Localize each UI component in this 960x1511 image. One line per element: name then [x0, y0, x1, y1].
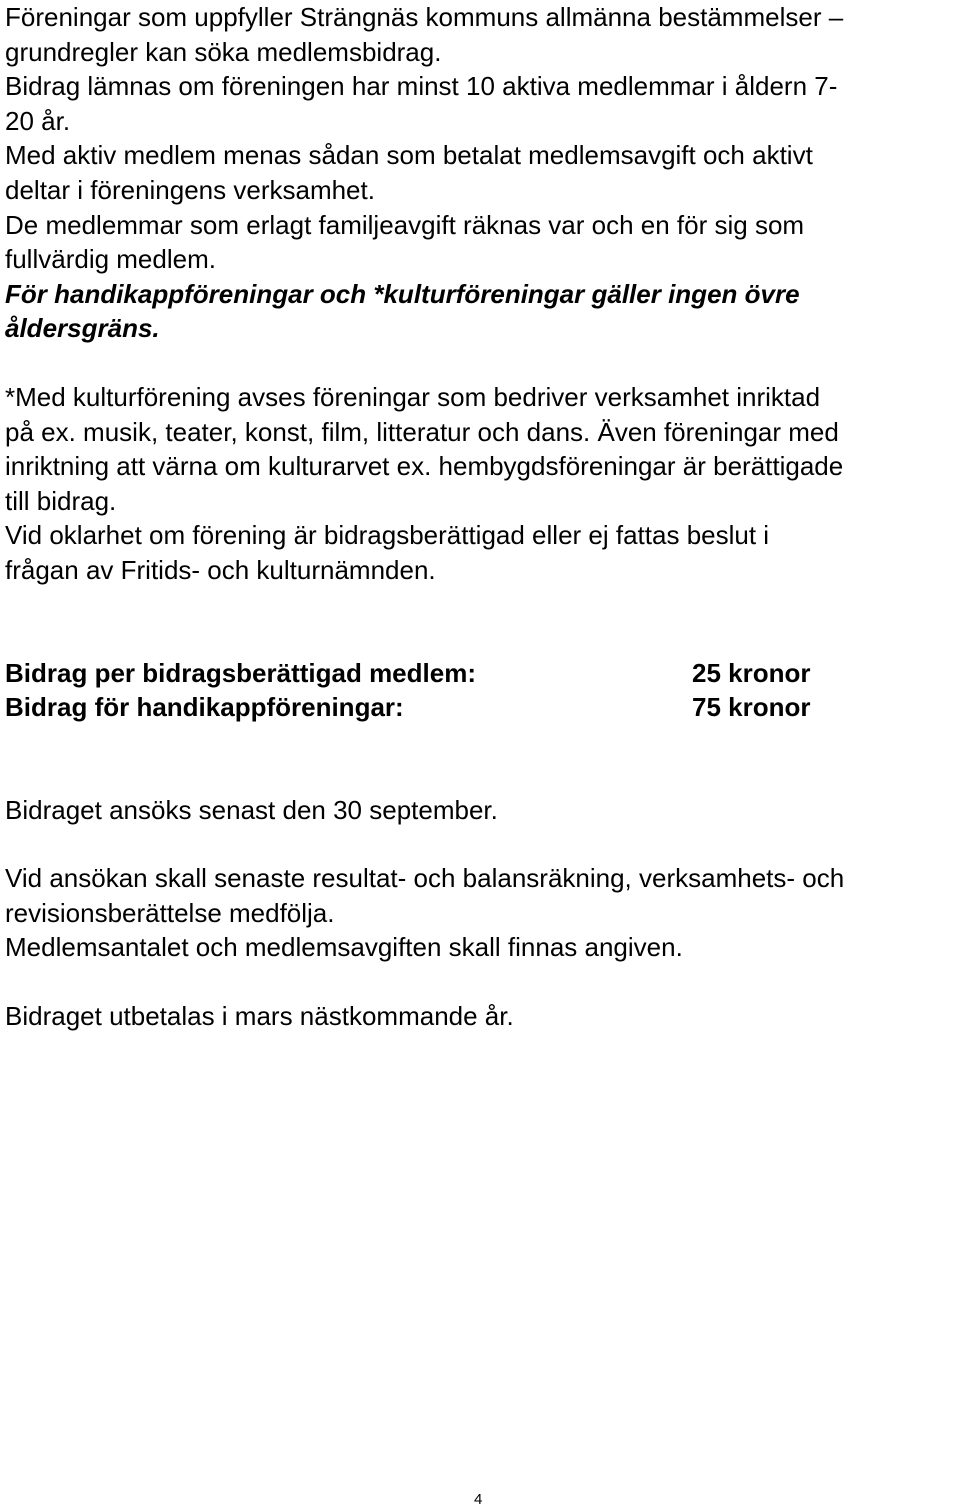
- text-line: *Med kulturförening avses föreningar som bedriver verksamhet inriktad: [5, 381, 821, 412]
- text-line: till bidrag.: [5, 485, 117, 516]
- text-line: inriktning att värna om kulturarvet ex. hembygdsföreningar är berättigade: [5, 451, 844, 482]
- spacer: [5, 588, 960, 656]
- text-line: Bidraget ansöks senast den 30 september.: [5, 794, 498, 825]
- text-line: frågan av Fritids- och kulturnämnden.: [5, 554, 436, 585]
- text-line: Vid oklarhet om förening är bidragsberättigad eller ej fattas beslut i: [5, 520, 770, 551]
- grant-label: Bidrag för handikappföreningar:: [5, 692, 404, 723]
- text-line: deltar i föreningens verksamhet.: [5, 174, 375, 205]
- text-line: revisionsberättelse medfölja.: [5, 897, 335, 928]
- deadline-paragraph: [5, 793, 960, 828]
- text-line: Med aktiv medlem menas sådan som betalat medlemsavgift och aktivt: [5, 140, 813, 171]
- spacer: [5, 725, 960, 793]
- text-line: Bidraget utbetalas i mars nästkommande år.: [5, 1001, 514, 1032]
- grant-label: Bidrag per bidragsberättigad medlem:: [5, 657, 476, 688]
- page-number: 4: [474, 1491, 483, 1508]
- age-limit-emphasis: åldersgräns.: [5, 313, 160, 344]
- document-page: [5, 0, 960, 1034]
- age-limit-emphasis: För handikappföreningar och *kulturföreningar gäller ingen övre: [5, 278, 800, 309]
- text-line: Medlemsantalet och medlemsavgiften skall finnas angiven.: [5, 932, 683, 963]
- text-line: Bidrag lämnas om föreningen har minst 10 aktiva medlemmar i åldern 7-: [5, 71, 838, 102]
- payout-paragraph: [5, 999, 960, 1034]
- text-line: fullvärdig medlem.: [5, 244, 216, 275]
- text-line: Vid ansökan skall senaste resultat- och balansräkning, verksamhets- och: [5, 863, 845, 894]
- text-line: på ex. musik, teater, konst, film, litteratur och dans. Även föreningar med: [5, 416, 839, 447]
- culture-note-paragraph: [5, 380, 960, 588]
- spacer: [5, 965, 960, 999]
- spacer: [5, 346, 960, 380]
- text-line: grundregler kan söka medlemsbidrag.: [5, 36, 442, 67]
- spacer: [5, 827, 960, 861]
- grant-amounts-table: [5, 656, 960, 725]
- text-line: Föreningar som uppfyller Strängnäs kommuns allmänna bestämmelser –: [5, 2, 844, 32]
- grant-amount: 75 kronor: [692, 692, 811, 723]
- grant-amount: 25 kronor: [692, 657, 811, 688]
- text-line: 20 år.: [5, 105, 71, 136]
- intro-paragraph: [5, 0, 960, 346]
- application-paragraph: [5, 861, 960, 965]
- text-line: De medlemmar som erlagt familjeavgift räknas var och en för sig som: [5, 209, 805, 240]
